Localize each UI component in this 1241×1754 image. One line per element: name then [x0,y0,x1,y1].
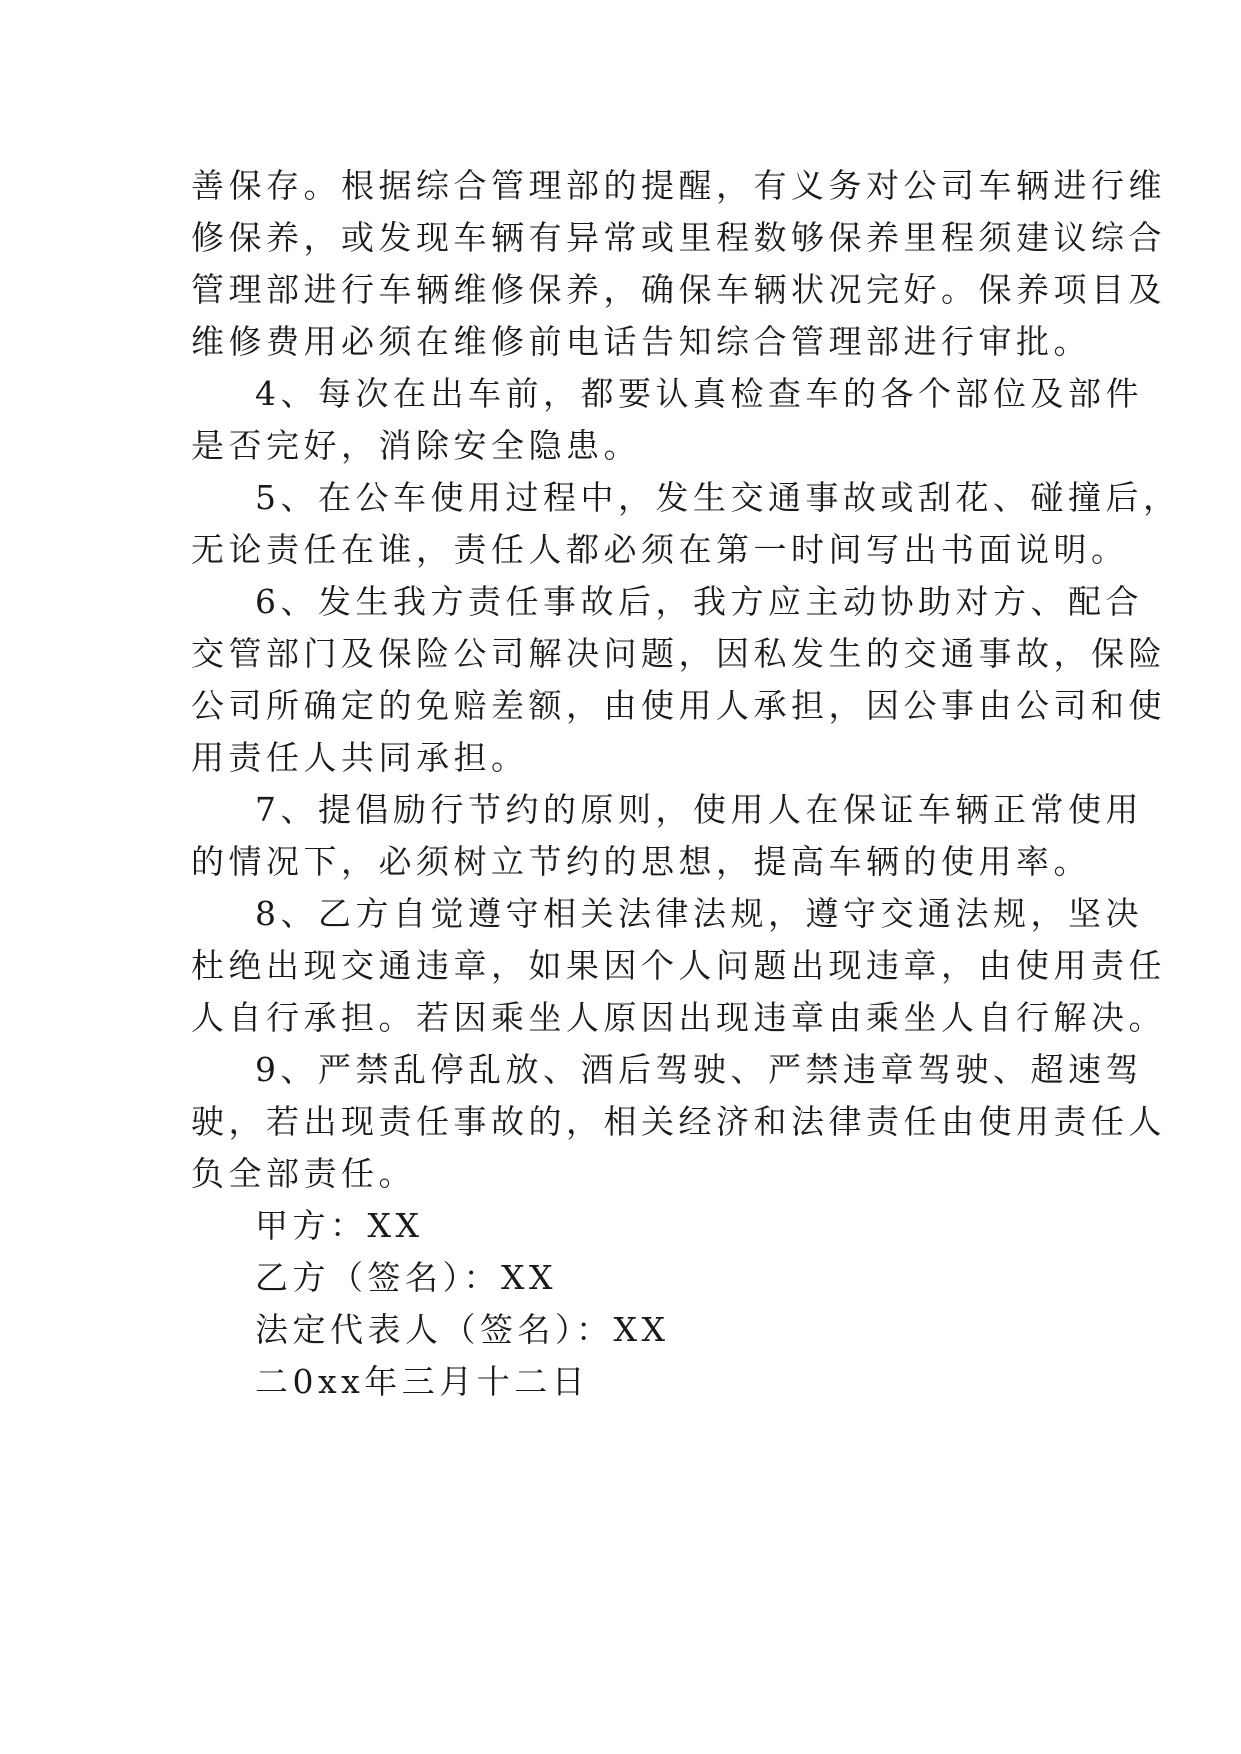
document-page [191,160,1181,1408]
text-line: 负全部责任。 [191,1154,416,1193]
document-date: 二0xx年三月十二日 [255,1362,590,1401]
text-line: 的情况下，必须树立节约的思想，提高车辆的使用率。 [191,842,1091,881]
clause-6-line: 6、发生我方责任事故后，我方应主动协助对方、配合 [255,582,1143,621]
clause-9-line: 9、严禁乱停乱放、酒后驾驶、严禁违章驾驶、超速驾 [255,1050,1143,1089]
text-line: 管理部进行车辆维修保养，确保车辆状况完好。保养项目及 [191,270,1166,309]
clause-4-line: 4、每次在出车前，都要认真检查车的各个部位及部件 [255,374,1143,413]
clause-5-line: 5、在公车使用过程中，发生交通事故或刮花、碰撞后， [255,478,1181,517]
text-line: 善保存。根据综合管理部的提醒，有义务对公司车辆进行维 [191,166,1166,205]
text-line: 公司所确定的免赔差额，由使用人承担，因公事由公司和使 [191,686,1166,725]
party-a-signature-line: 甲方：XX [255,1206,424,1245]
clause-7-line: 7、提倡励行节约的原则，使用人在保证车辆正常使用 [255,790,1143,829]
text-line: 交管部门及保险公司解决问题，因私发生的交通事故，保险 [191,634,1166,673]
text-line: 人自行承担。若因乘坐人原因出现违章由乘坐人自行解决。 [191,998,1166,1037]
text-line: 无论责任在谁，责任人都必须在第一时间写出书面说明。 [191,530,1129,569]
text-line: 修保养，或发现车辆有异常或里程数够保养里程须建议综合 [191,218,1166,257]
text-line: 杜绝出现交通违章，如果因个人问题出现违章，由使用责任 [191,946,1166,985]
text-line: 用责任人共同承担。 [191,738,529,777]
text-line: 是否完好，消除安全隐患。 [191,426,641,465]
text-line: 驶，若出现责任事故的，相关经济和法律责任由使用责任人 [191,1102,1166,1141]
party-b-signature-line: 乙方（签名）：XX [255,1258,557,1297]
text-line: 维修费用必须在维修前电话告知综合管理部进行审批。 [191,322,1091,361]
legal-representative-signature-line: 法定代表人（签名）：XX [255,1310,670,1349]
clause-8-line: 8、乙方自觉遵守相关法律法规，遵守交通法规，坚决 [255,894,1143,933]
